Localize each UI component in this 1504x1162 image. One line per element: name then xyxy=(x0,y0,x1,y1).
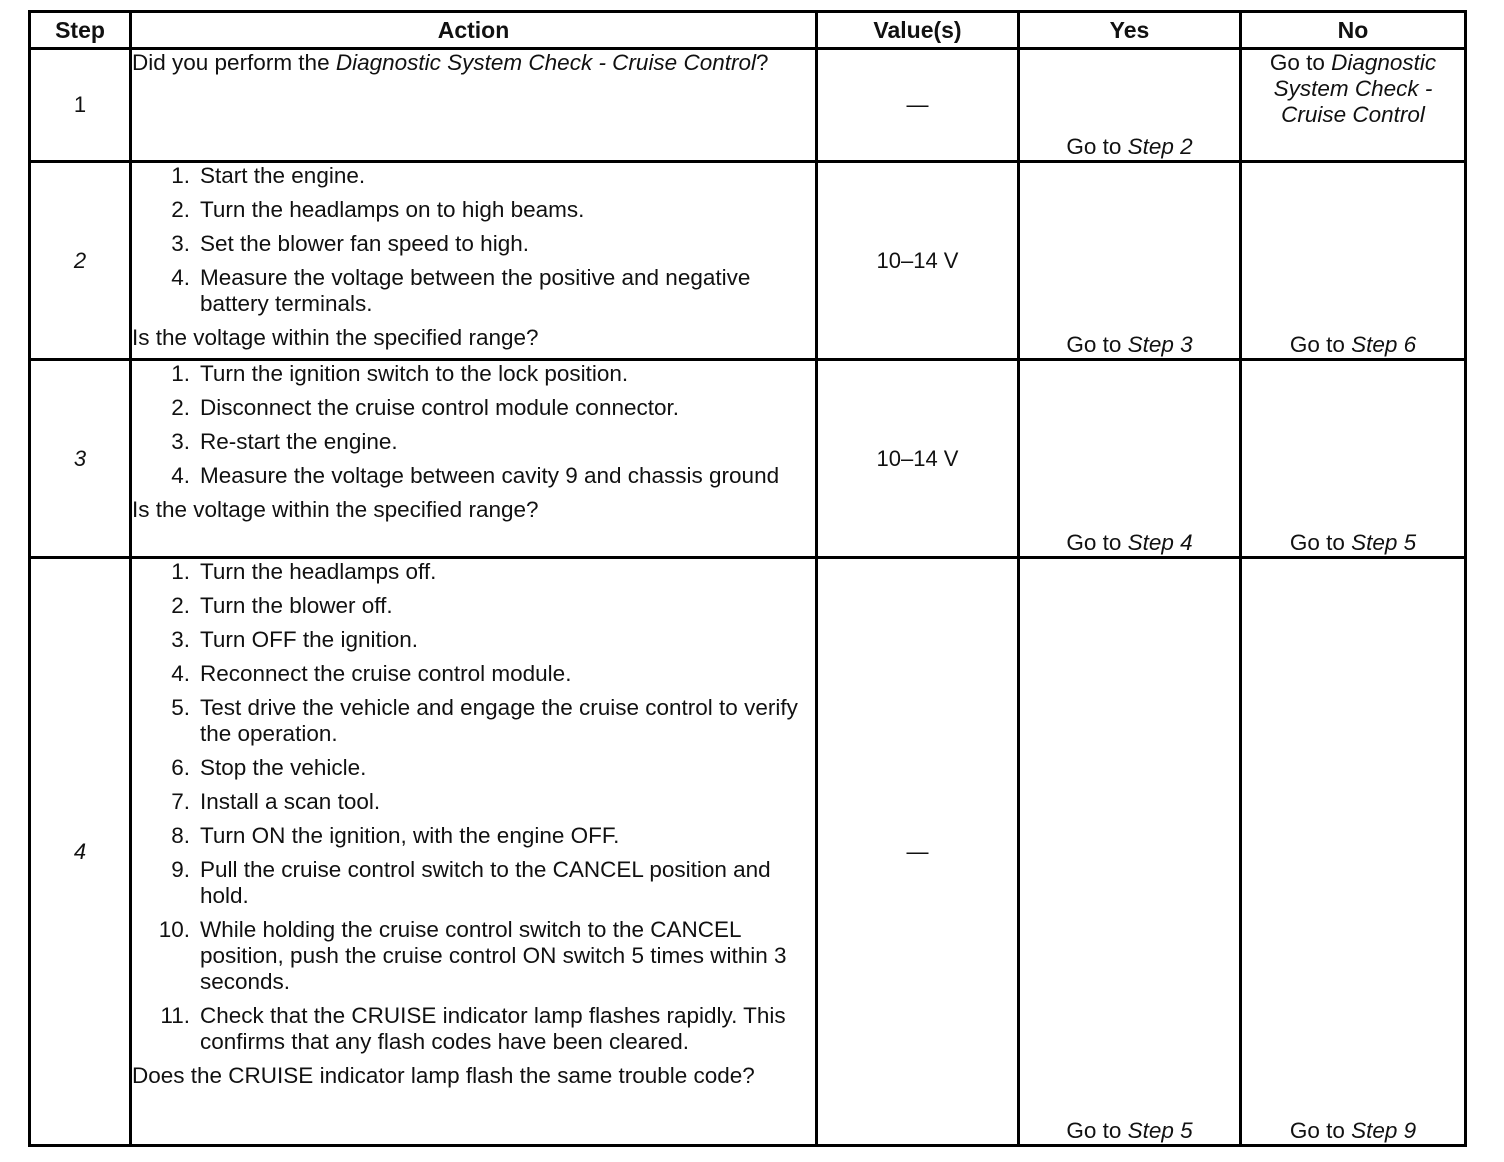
procedure-list xyxy=(132,361,815,489)
value-cell: 10–14 V xyxy=(817,162,1019,360)
list-item: 2. Turn the headlamps on to high beams. xyxy=(171,197,585,222)
list-item: 7. Install a scan tool. xyxy=(171,789,381,814)
action-cell xyxy=(131,558,817,1146)
value-cell: — xyxy=(817,558,1019,1146)
list-item: 11. Check that the CRUISE indicator lamp flashes rapidly. This confirms that any flash codes have been cleared. xyxy=(160,1003,786,1054)
header-action: Action xyxy=(131,12,817,49)
table-row xyxy=(30,49,1466,162)
list-item: 1. Turn the headlamps off. xyxy=(171,559,437,584)
header-values: Value(s) xyxy=(817,12,1019,49)
list-item: 4. Measure the voltage between cavity 9 and chassis ground xyxy=(171,463,780,488)
value-cell: 10–14 V xyxy=(817,360,1019,558)
procedure-list xyxy=(132,559,815,1055)
list-item: 2. Disconnect the cruise control module connector. xyxy=(171,395,680,420)
table-row xyxy=(30,162,1466,360)
list-item: 9. Pull the cruise control switch to the CANCEL position and hold. xyxy=(171,857,771,908)
header-yes: Yes xyxy=(1019,12,1241,49)
diagnostic-table xyxy=(28,10,1467,1147)
list-item: 2. Turn the blower off. xyxy=(171,593,393,618)
question-text: Is the voltage within the specified range? xyxy=(132,497,539,522)
action-cell xyxy=(131,162,817,360)
yes-cell: Go to Step 2 xyxy=(1019,49,1241,162)
no-cell: Go to Step 5 xyxy=(1241,360,1466,558)
list-item: 8. Turn ON the ignition, with the engine OFF. xyxy=(171,823,620,848)
list-item: 6. Stop the vehicle. xyxy=(171,755,367,780)
yes-cell: Go to Step 3 xyxy=(1019,162,1241,360)
step-number: 4 xyxy=(30,558,131,1146)
procedure-list xyxy=(132,163,815,317)
list-item: 1. Start the engine. xyxy=(171,163,366,188)
no-cell: Go to Diagnostic System Check - Cruise Control xyxy=(1241,49,1466,162)
table-row xyxy=(30,558,1466,1146)
list-item: 3. Set the blower fan speed to high. xyxy=(171,231,529,256)
list-item: 4. Reconnect the cruise control module. xyxy=(171,661,572,686)
action-cell xyxy=(131,49,817,162)
table-row xyxy=(30,360,1466,558)
yes-cell: Go to Step 5 xyxy=(1019,558,1241,1146)
no-cell: Go to Step 9 xyxy=(1241,558,1466,1146)
header-no: No xyxy=(1241,12,1466,49)
question-text: Is the voltage within the specified range? xyxy=(132,325,539,350)
list-item: 5. Test drive the vehicle and engage the cruise control to verify the operation. xyxy=(171,695,798,746)
action-cell xyxy=(131,360,817,558)
value-cell: — xyxy=(817,49,1019,162)
list-item: 1. Turn the ignition switch to the lock position. xyxy=(171,361,629,386)
list-item: 4. Measure the voltage between the positive and negative battery terminals. xyxy=(171,265,751,316)
step-number: 2 xyxy=(30,162,131,360)
header-row xyxy=(30,12,1466,49)
list-item: 3. Turn OFF the ignition. xyxy=(171,627,419,652)
header-step: Step xyxy=(30,12,131,49)
yes-cell: Go to Step 4 xyxy=(1019,360,1241,558)
question-text: Does the CRUISE indicator lamp flash the same trouble code? xyxy=(132,1063,755,1088)
step-number: 3 xyxy=(30,360,131,558)
step-number: 1 xyxy=(30,49,131,162)
no-cell: Go to Step 6 xyxy=(1241,162,1466,360)
list-item: 3. Re-start the engine. xyxy=(171,429,398,454)
question-text: Did you perform the Diagnostic System Check - Cruise Control? xyxy=(132,50,769,75)
list-item: 10. While holding the cruise control switch to the CANCEL position, push the cruise control ON switch 5 times within 3 seconds. xyxy=(158,917,787,994)
